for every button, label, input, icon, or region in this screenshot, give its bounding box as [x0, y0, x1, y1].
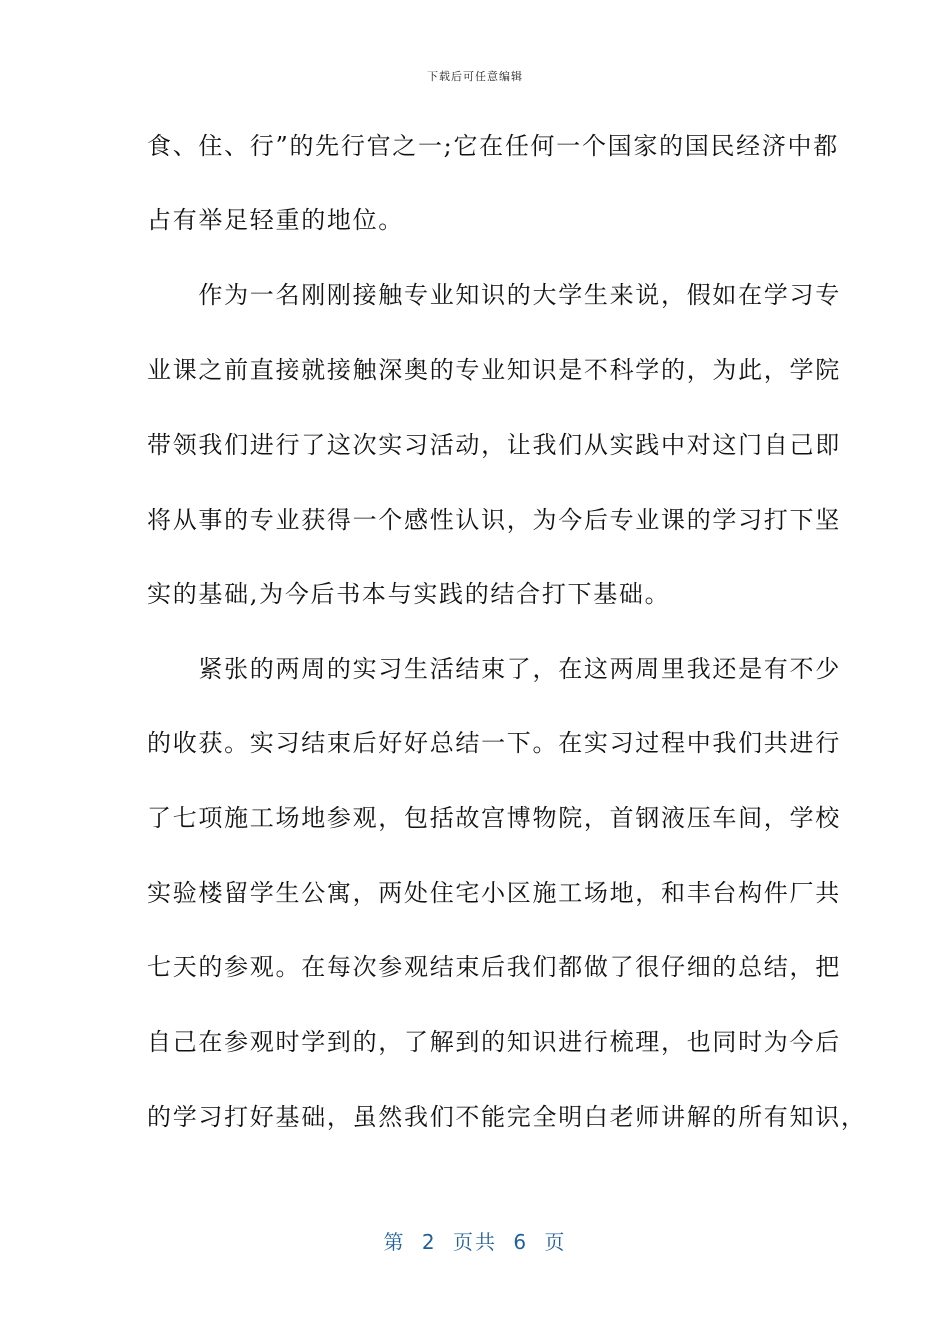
- text-line-12: 七天的参观。在每次参观结束后我们都做了很仔细的总结，把: [147, 953, 841, 981]
- text-line-4: 业课之前直接就接触深奥的专业知识是不科学的，为此，学院: [147, 356, 841, 384]
- text-line-8: 紧张的两周的实习生活结束了，在这两周里我还是有不少: [147, 655, 841, 683]
- text-line-10: 了七项施工场地参观，包括故宫博物院，首钢液压车间，学校: [147, 804, 841, 832]
- page-number: 第 2 页共 6 页: [383, 1230, 567, 1254]
- text-line-3: 作为一名刚刚接触专业知识的大学生来说，假如在学习专: [147, 281, 841, 309]
- text-line-9: 的收获。实习结束后好好总结一下。在实习过程中我们共进行: [147, 729, 841, 757]
- text-line-5: 带领我们进行了这次实习活动，让我们从实践中对这门自己即: [147, 431, 841, 459]
- text-line-2: 占有举足轻重的地位。: [147, 206, 404, 234]
- text-line-1: 食、住、行”的先行官之一;它在任何一个国家的国民经济中都: [147, 132, 839, 160]
- text-line-11: 实验楼留学生公寓，两处住宅小区施工场地，和丰台构件厂共: [147, 879, 841, 907]
- text-line-7: 实的基础,为今后书本与实践的结合打下基础。: [147, 580, 671, 608]
- text-line-14: 的学习打好基础，虽然我们不能完全明白老师讲解的所有知识，: [147, 1103, 867, 1131]
- text-line-13: 自己在参观时学到的，了解到的知识进行梳理，也同时为今后: [147, 1028, 841, 1056]
- text-line-6: 将从事的专业获得一个感性认识，为今后专业课的学习打下坚: [147, 506, 841, 534]
- download-note: 下载后可任意编辑: [427, 70, 523, 83]
